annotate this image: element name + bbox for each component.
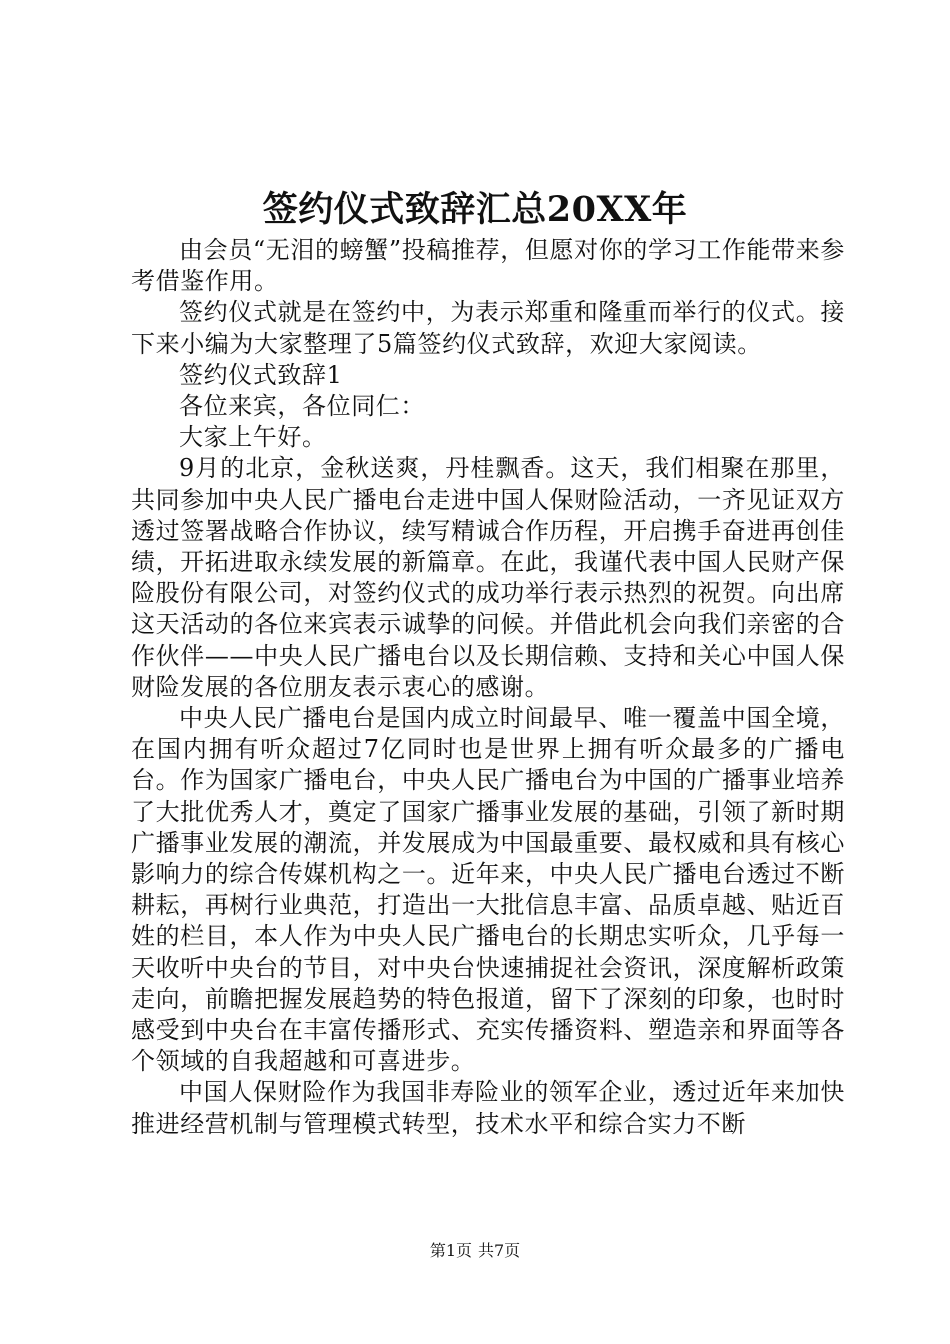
greeting: 大家上午好。	[179, 423, 327, 452]
paragraph-definition: 签约仪式就是在签约中，为表示郑重和隆重而举行的仪式。接下来小编为大家整理了5篇签约仪式致辞，欢迎大家阅读。	[131, 298, 845, 358]
document-body	[131, 235, 845, 1140]
page-total: 共7页	[478, 1241, 521, 1260]
speech-heading: 签约仪式致辞1	[179, 360, 343, 389]
paragraph-body-1: 9月的北京，金秋送爽，丹桂飘香。这天，我们相聚在那里，共同参加中央人民广播电台走进中国人保财险活动，一齐见证双方透过签署战略合作协议，续写精诚合作历程，开启携手奋进再创佳绩，开拓进取永续发展的新篇章。在此，我谨代表中国人民财产保险股份有限公司，对签约仪式的成功举行表示热烈的祝贺。向出席这天活动的各位来宾表示诚挚的问候。并借此机会向我们亲密的合作伙伴——中央人民广播电台以及长期信赖、支持和关心中国人保财险发展的各位朋友表示衷心的感谢。	[131, 454, 845, 701]
salutation: 各位来宾，各位同仁：	[179, 392, 425, 421]
page-footer	[0, 1241, 950, 1261]
paragraph-body-3: 中国人保财险作为我国非寿险业的领军企业，透过近年来加快推进经营机制与管理模式转型，技术水平和综合实力不断	[131, 1078, 845, 1138]
paragraph-body-2: 中央人民广播电台是国内成立时间最早、唯一覆盖中国全境，在国内拥有听众超过7亿同时也是世界上拥有听众最多的广播电台。作为国家广播电台，中央人民广播电台为中国的广播事业培养了大批优秀人才，奠定了国家广播事业发展的基础，引领了新时期广播事业发展的潮流，并发展成为中国最重要、最权威和具有核心影响力的综合传媒机构之一。近年来，中央人民广播电台透过不断耕耘，再树行业典范，打造出一大批信息丰富、品质卓越、贴近百姓的栏目，本人作为中央人民广播电台的长期忠实听众，几乎每一天收听中央台的节目，对中央台快速捕捉社会资讯，深度解析政策走向，前瞻把握发展趋势的特色报道，留下了深刻的印象，也时时感受到中央台在丰富传播形式、充实传播资料、塑造亲和界面等各个领域的自我超越和可喜进步。	[131, 704, 845, 1076]
paragraph-intro: 由会员“无泪的螃蟹”投稿推荐，但愿对你的学习工作能带来参考借鉴作用。	[131, 236, 845, 296]
document-title: 签约仪式致辞汇总20XX年	[262, 189, 688, 230]
page-number: 第1页	[429, 1241, 472, 1260]
